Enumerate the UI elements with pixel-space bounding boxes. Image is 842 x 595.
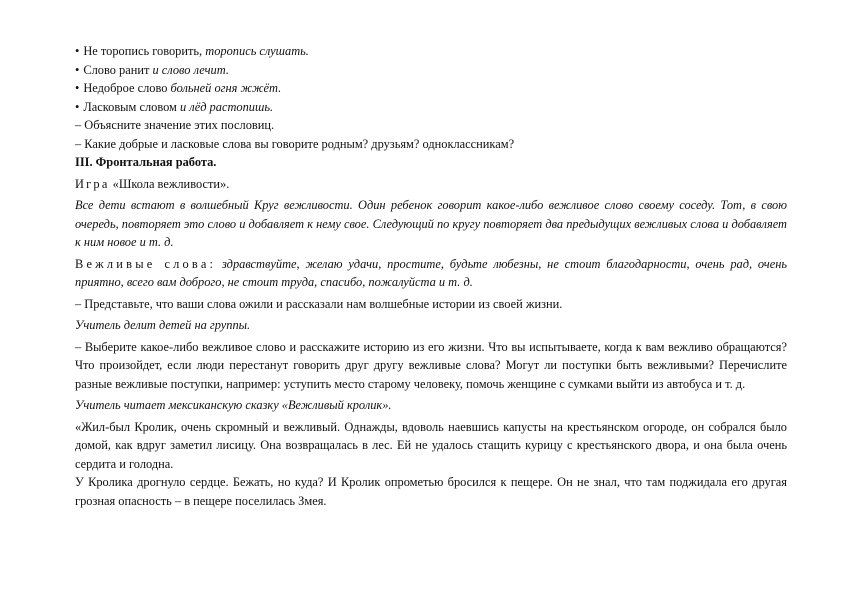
proverb-3: • Недоброе слово больней огня жжёт. [75, 81, 282, 95]
game-label: Игра [75, 176, 110, 191]
proverb-4: • Ласковым словом и лёд растопишь. [75, 99, 274, 114]
teacher-groups: Учитель делит детей на группы. [75, 318, 251, 332]
question-2: – Какие добрые и ласковые слова вы говорите родным? друзьям? одноклассникам? [75, 136, 515, 151]
proverb-2: • Слово ранит и слово лечит. [75, 62, 229, 77]
proverb-1: • Не торопись говорить, торопись слушать. [75, 44, 309, 58]
bullet-icon: • [75, 99, 80, 114]
game-title: «Школа вежливости». [112, 176, 230, 191]
lesson-text [75, 42, 787, 510]
imagine-prompt: – Представьте, что ваши слова ожили и рассказали нам волшебные истории из своей жизни. [75, 296, 563, 311]
polite-words-list: здравствуйте, желаю удачи, простите, будьте любезны, не стоит благодарности, очень рад, очень приятно, всего вам доброго, не стоит труда, спасибо, пожалуйста и т. д. [75, 256, 787, 289]
story-paragraph-2: У Кролика дрогнуло сердце. Бежать, но куда? И Кролик опрометью бросился к пещере. Он не знал, что там поджидала его другая грозная опасность – в пещере поселилась Змея. [75, 475, 787, 508]
story-paragraph-1: «Жил-был Кролик, очень скромный и вежливый. Однажды, вдоволь наевшись капусты на крестьянском огороде, он собрался было домой, как вдруг заметил лисицу. Она возвращалась в лес. Ей не удалось стащить курицу с крестьянского двора, и она была очень сердита и голодна. [75, 419, 787, 471]
game-rules: Все дети встают в волшебный Круг вежливости. Один ребенок говорит какое-либо вежливое слово своему соседу. Тот, в свою очередь, повторяет это слово и добавляет к нему свое. Следующий по кругу повторяет два предыдущих вежливых слова и добавляет к ним новое и т. д. [75, 198, 787, 249]
question-1: – Объясните значение этих пословиц. [75, 118, 275, 132]
polite-words [75, 255, 787, 292]
bullet-icon: • [75, 62, 80, 77]
choose-word-task: – Выберите какое-либо вежливое слово и расскажите историю из его жизни. Что вы испытываете, когда к вам вежливо обращаются? Что произойдет, если люди перестанут говорить друг другу вежливые слова? Могут ли поступки быть вежливыми? Перечислите разные вежливые поступки, например: уступить место старому человеку, помочь женщине с сумками выйти из автобуса и т. д. [75, 339, 787, 391]
section-heading: III. Фронтальная работа. [75, 155, 217, 169]
bullet-icon: • [75, 44, 80, 58]
game-heading [75, 175, 787, 194]
polite-words-label: Вежливые слова: [75, 256, 217, 271]
teacher-reads: Учитель читает мексиканскую сказку «Вежливый кролик». [75, 398, 392, 412]
bullet-icon: • [75, 81, 80, 95]
